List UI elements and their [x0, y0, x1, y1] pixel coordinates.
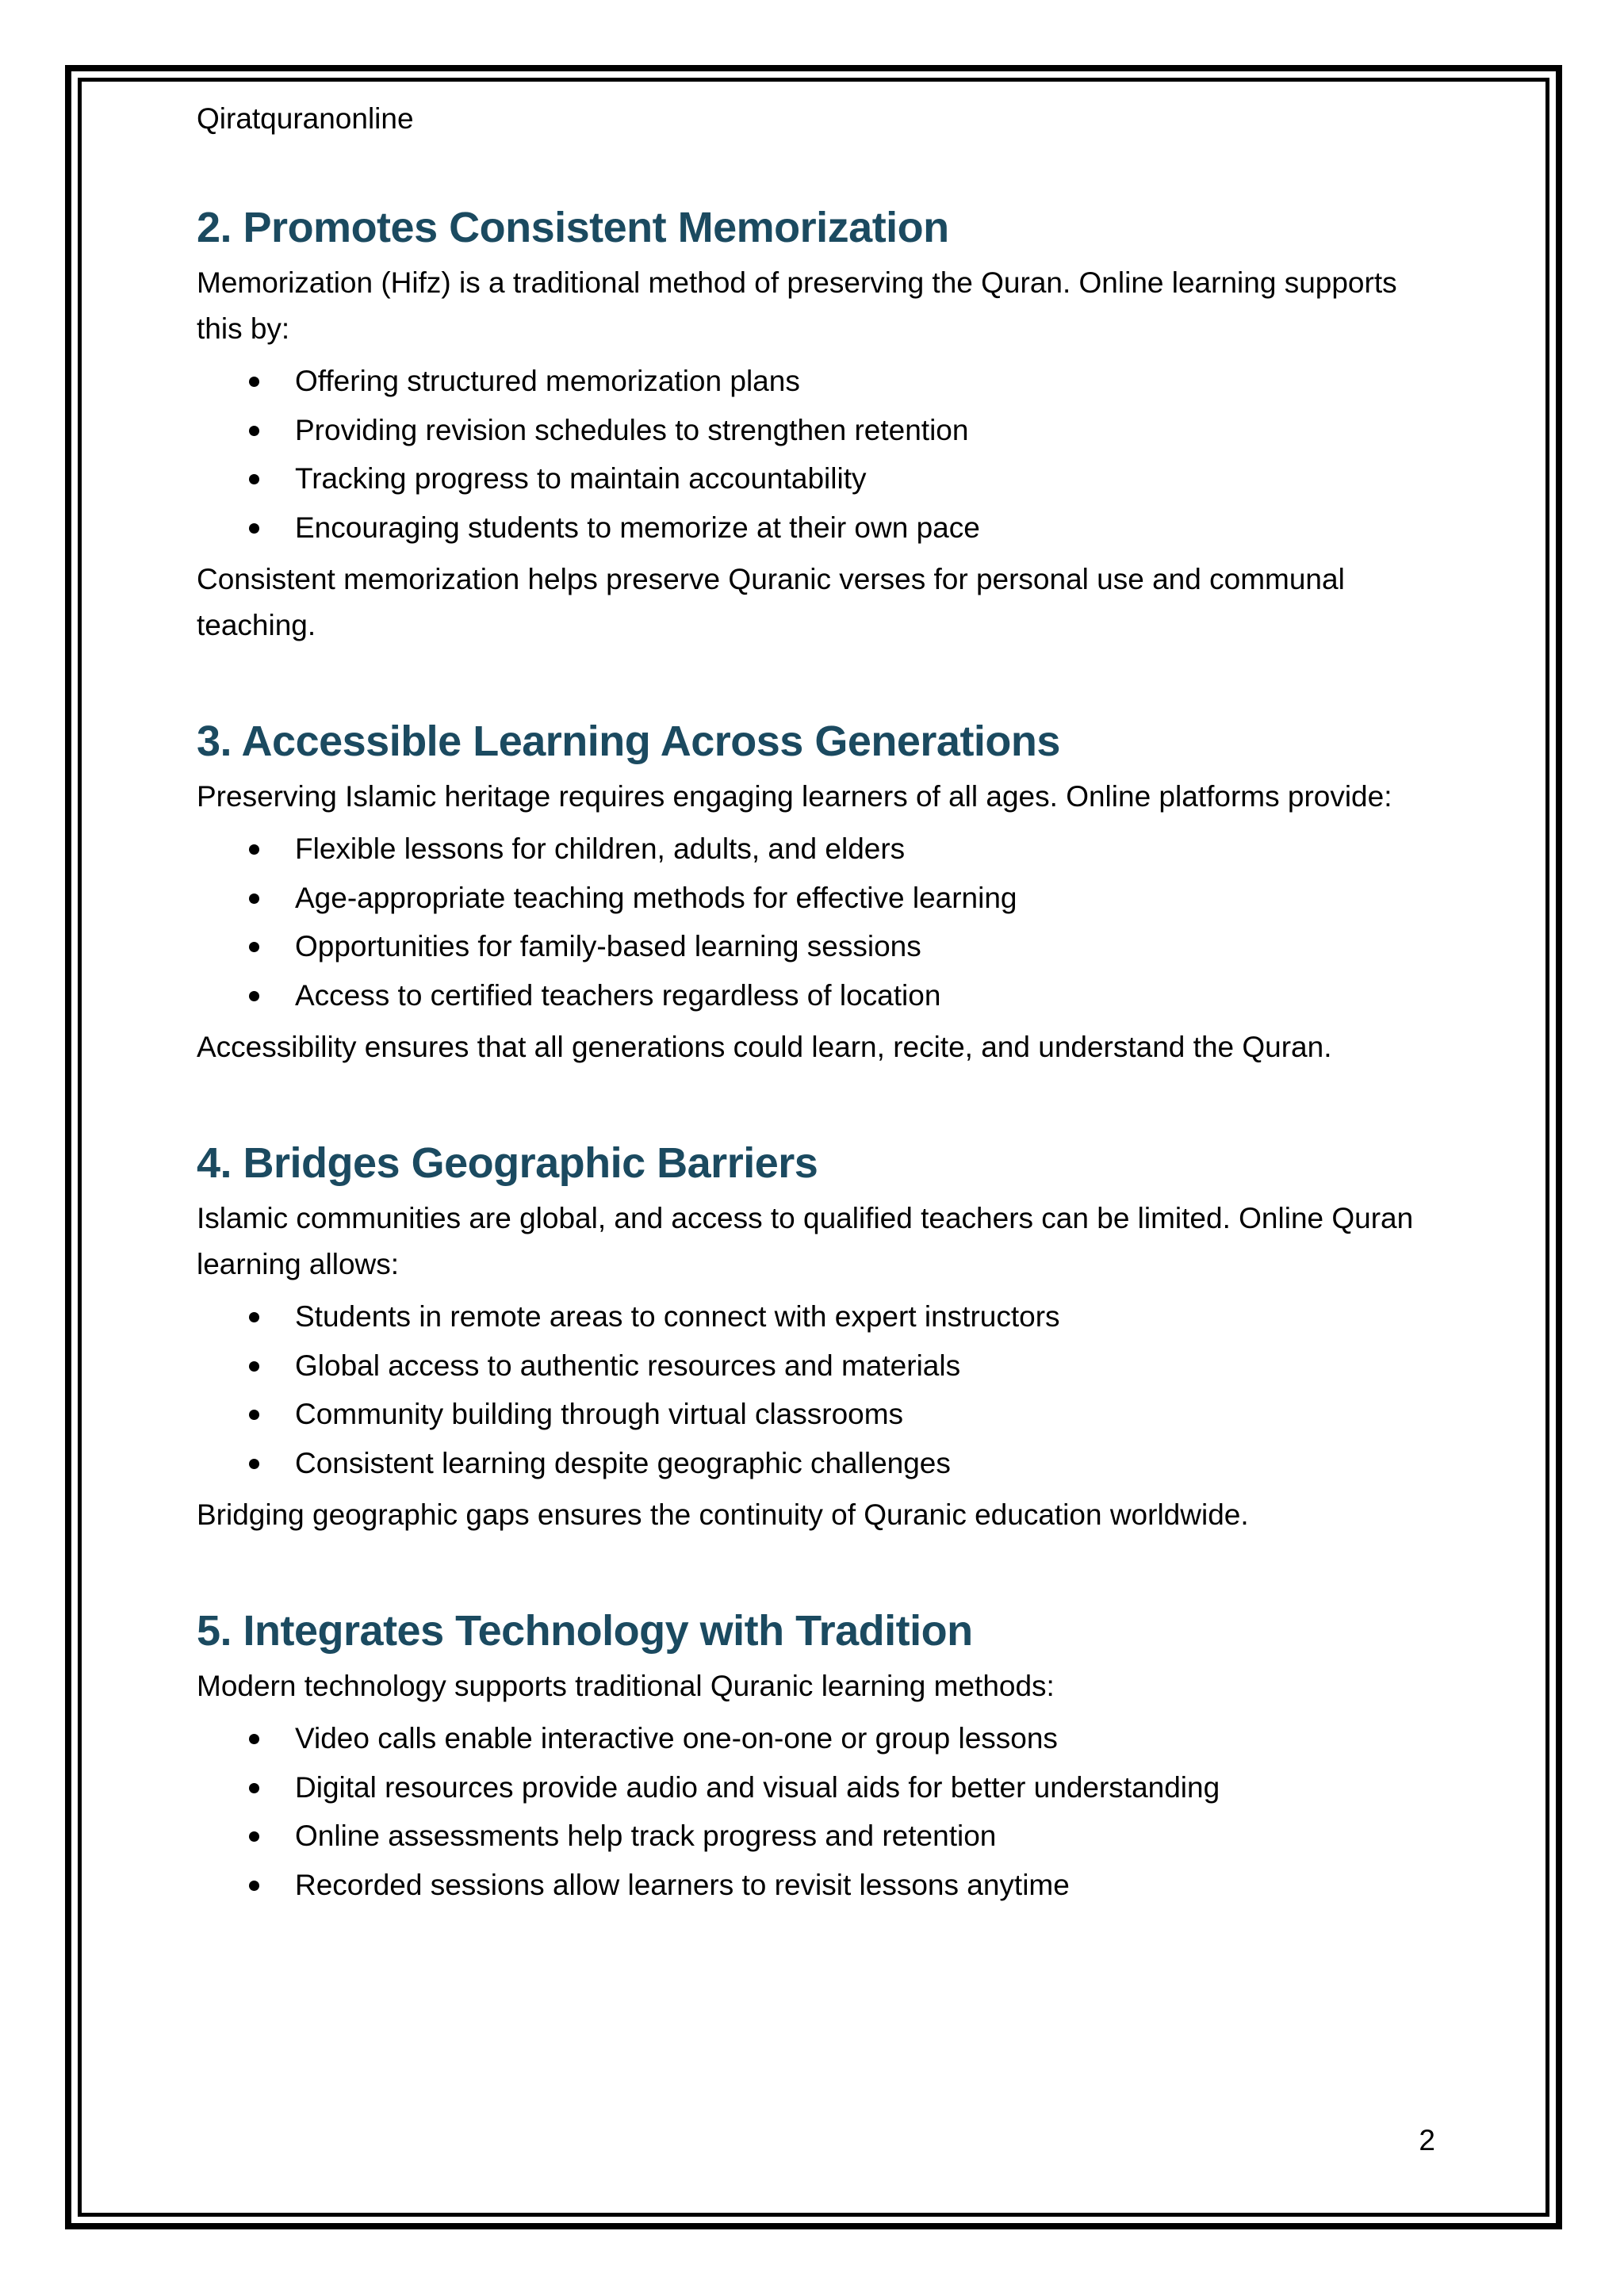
section-intro: Memorization (Hifz) is a traditional method of preserving the Quran. Online learning supports this by:: [197, 266, 1397, 345]
bullet-list: [197, 1292, 1418, 1487]
page-number: 2: [1419, 2124, 1435, 2156]
list-item-text: Providing revision schedules to strengthen retention: [295, 413, 969, 446]
list-item: [197, 874, 1418, 923]
section-heading: 5. Integrates Technology with Tradition: [197, 1607, 973, 1655]
list-item-text: Online assessments help track progress and retention: [295, 1820, 997, 1852]
section-consistent-memorization: [197, 200, 1418, 649]
bullet-icon: [249, 1361, 259, 1372]
bullet-icon: [249, 1881, 259, 1891]
list-item-text: Encouraging students to memorize at their own pace: [295, 511, 980, 544]
bullet-list: [197, 1714, 1418, 1909]
bullet-icon: [249, 523, 259, 534]
bullet-icon: [249, 426, 259, 436]
list-item: [197, 1390, 1418, 1439]
list-item: [197, 1714, 1418, 1763]
section-conclusion: Bridging geographic gaps ensures the continuity of Quranic education worldwide.: [197, 1498, 1249, 1531]
list-item-text: Offering structured memorization plans: [295, 365, 800, 397]
list-item-text: Access to certified teachers regardless of location: [295, 978, 941, 1012]
section-heading: 4. Bridges Geographic Barriers: [197, 1139, 818, 1187]
section-heading: 3. Accessible Learning Across Generations: [197, 718, 1060, 765]
list-item: [197, 1763, 1418, 1812]
section-heading: 2. Promotes Consistent Memorization: [197, 204, 949, 251]
list-item-text: Global access to authentic resources and materials: [295, 1349, 961, 1382]
bullet-icon: [249, 1312, 259, 1322]
document-header: Qiratquranonline: [197, 102, 414, 135]
list-item: [197, 971, 1418, 1020]
section-geographic-barriers: [197, 1135, 1418, 1538]
section-intro: Preserving Islamic heritage requires engaging learners of all ages. Online platforms provide:: [197, 780, 1392, 813]
list-item: [197, 406, 1418, 455]
list-item: [197, 357, 1418, 406]
section-intro: Islamic communities are global, and access to qualified teachers can be limited. Online Quran learning allows:: [197, 1202, 1414, 1280]
list-item-text: Tracking progress to maintain accountability: [295, 462, 867, 495]
bullet-icon: [249, 474, 259, 484]
list-item-text: Flexible lessons for children, adults, and elders: [295, 832, 906, 865]
bullet-icon: [249, 1410, 259, 1420]
list-item-text: Video calls enable interactive one-on-one or group lessons: [295, 1722, 1058, 1755]
bullet-icon: [249, 844, 259, 855]
list-item-text: Students in remote areas to connect with expert instructors: [295, 1300, 1060, 1333]
list-item: [197, 922, 1418, 971]
list-item-text: Community building through virtual classrooms: [295, 1398, 904, 1430]
list-item: [197, 1439, 1418, 1488]
bullet-icon: [249, 894, 259, 904]
bullet-icon: [249, 1831, 259, 1842]
section-conclusion: Consistent memorization helps preserve Quranic verses for personal use and communal teaching.: [197, 563, 1345, 641]
list-item: [197, 1861, 1418, 1910]
section-technology-tradition: [197, 1603, 1418, 1909]
list-item-text: Opportunities for family-based learning sessions: [295, 930, 921, 962]
section-conclusion: Accessibility ensures that all generations could learn, recite, and understand the Quran.: [197, 1031, 1332, 1063]
list-item-text: Age-appropriate teaching methods for effective learning: [295, 881, 1017, 914]
bullet-icon: [249, 377, 259, 387]
section-intro: Modern technology supports traditional Quranic learning methods:: [197, 1670, 1055, 1702]
bullet-icon: [249, 1734, 259, 1744]
list-item: [197, 1341, 1418, 1391]
document-body: [197, 95, 1418, 1909]
list-item: [197, 1812, 1418, 1861]
section-accessible-learning: [197, 714, 1418, 1070]
bullet-icon: [249, 991, 259, 1001]
list-item-text: Consistent learning despite geographic challenges: [295, 1446, 951, 1479]
list-item: [197, 503, 1418, 553]
list-item: [197, 1292, 1418, 1341]
bullet-icon: [249, 942, 259, 952]
list-item: [197, 454, 1418, 503]
list-item-text: Recorded sessions allow learners to revisit lessons anytime: [295, 1868, 1070, 1901]
bullet-icon: [249, 1459, 259, 1469]
list-item-text: Digital resources provide audio and visual aids for better understanding: [295, 1770, 1220, 1804]
bullet-list: [197, 357, 1418, 552]
bullet-list: [197, 825, 1418, 1020]
list-item: [197, 825, 1418, 874]
bullet-icon: [249, 1783, 259, 1793]
